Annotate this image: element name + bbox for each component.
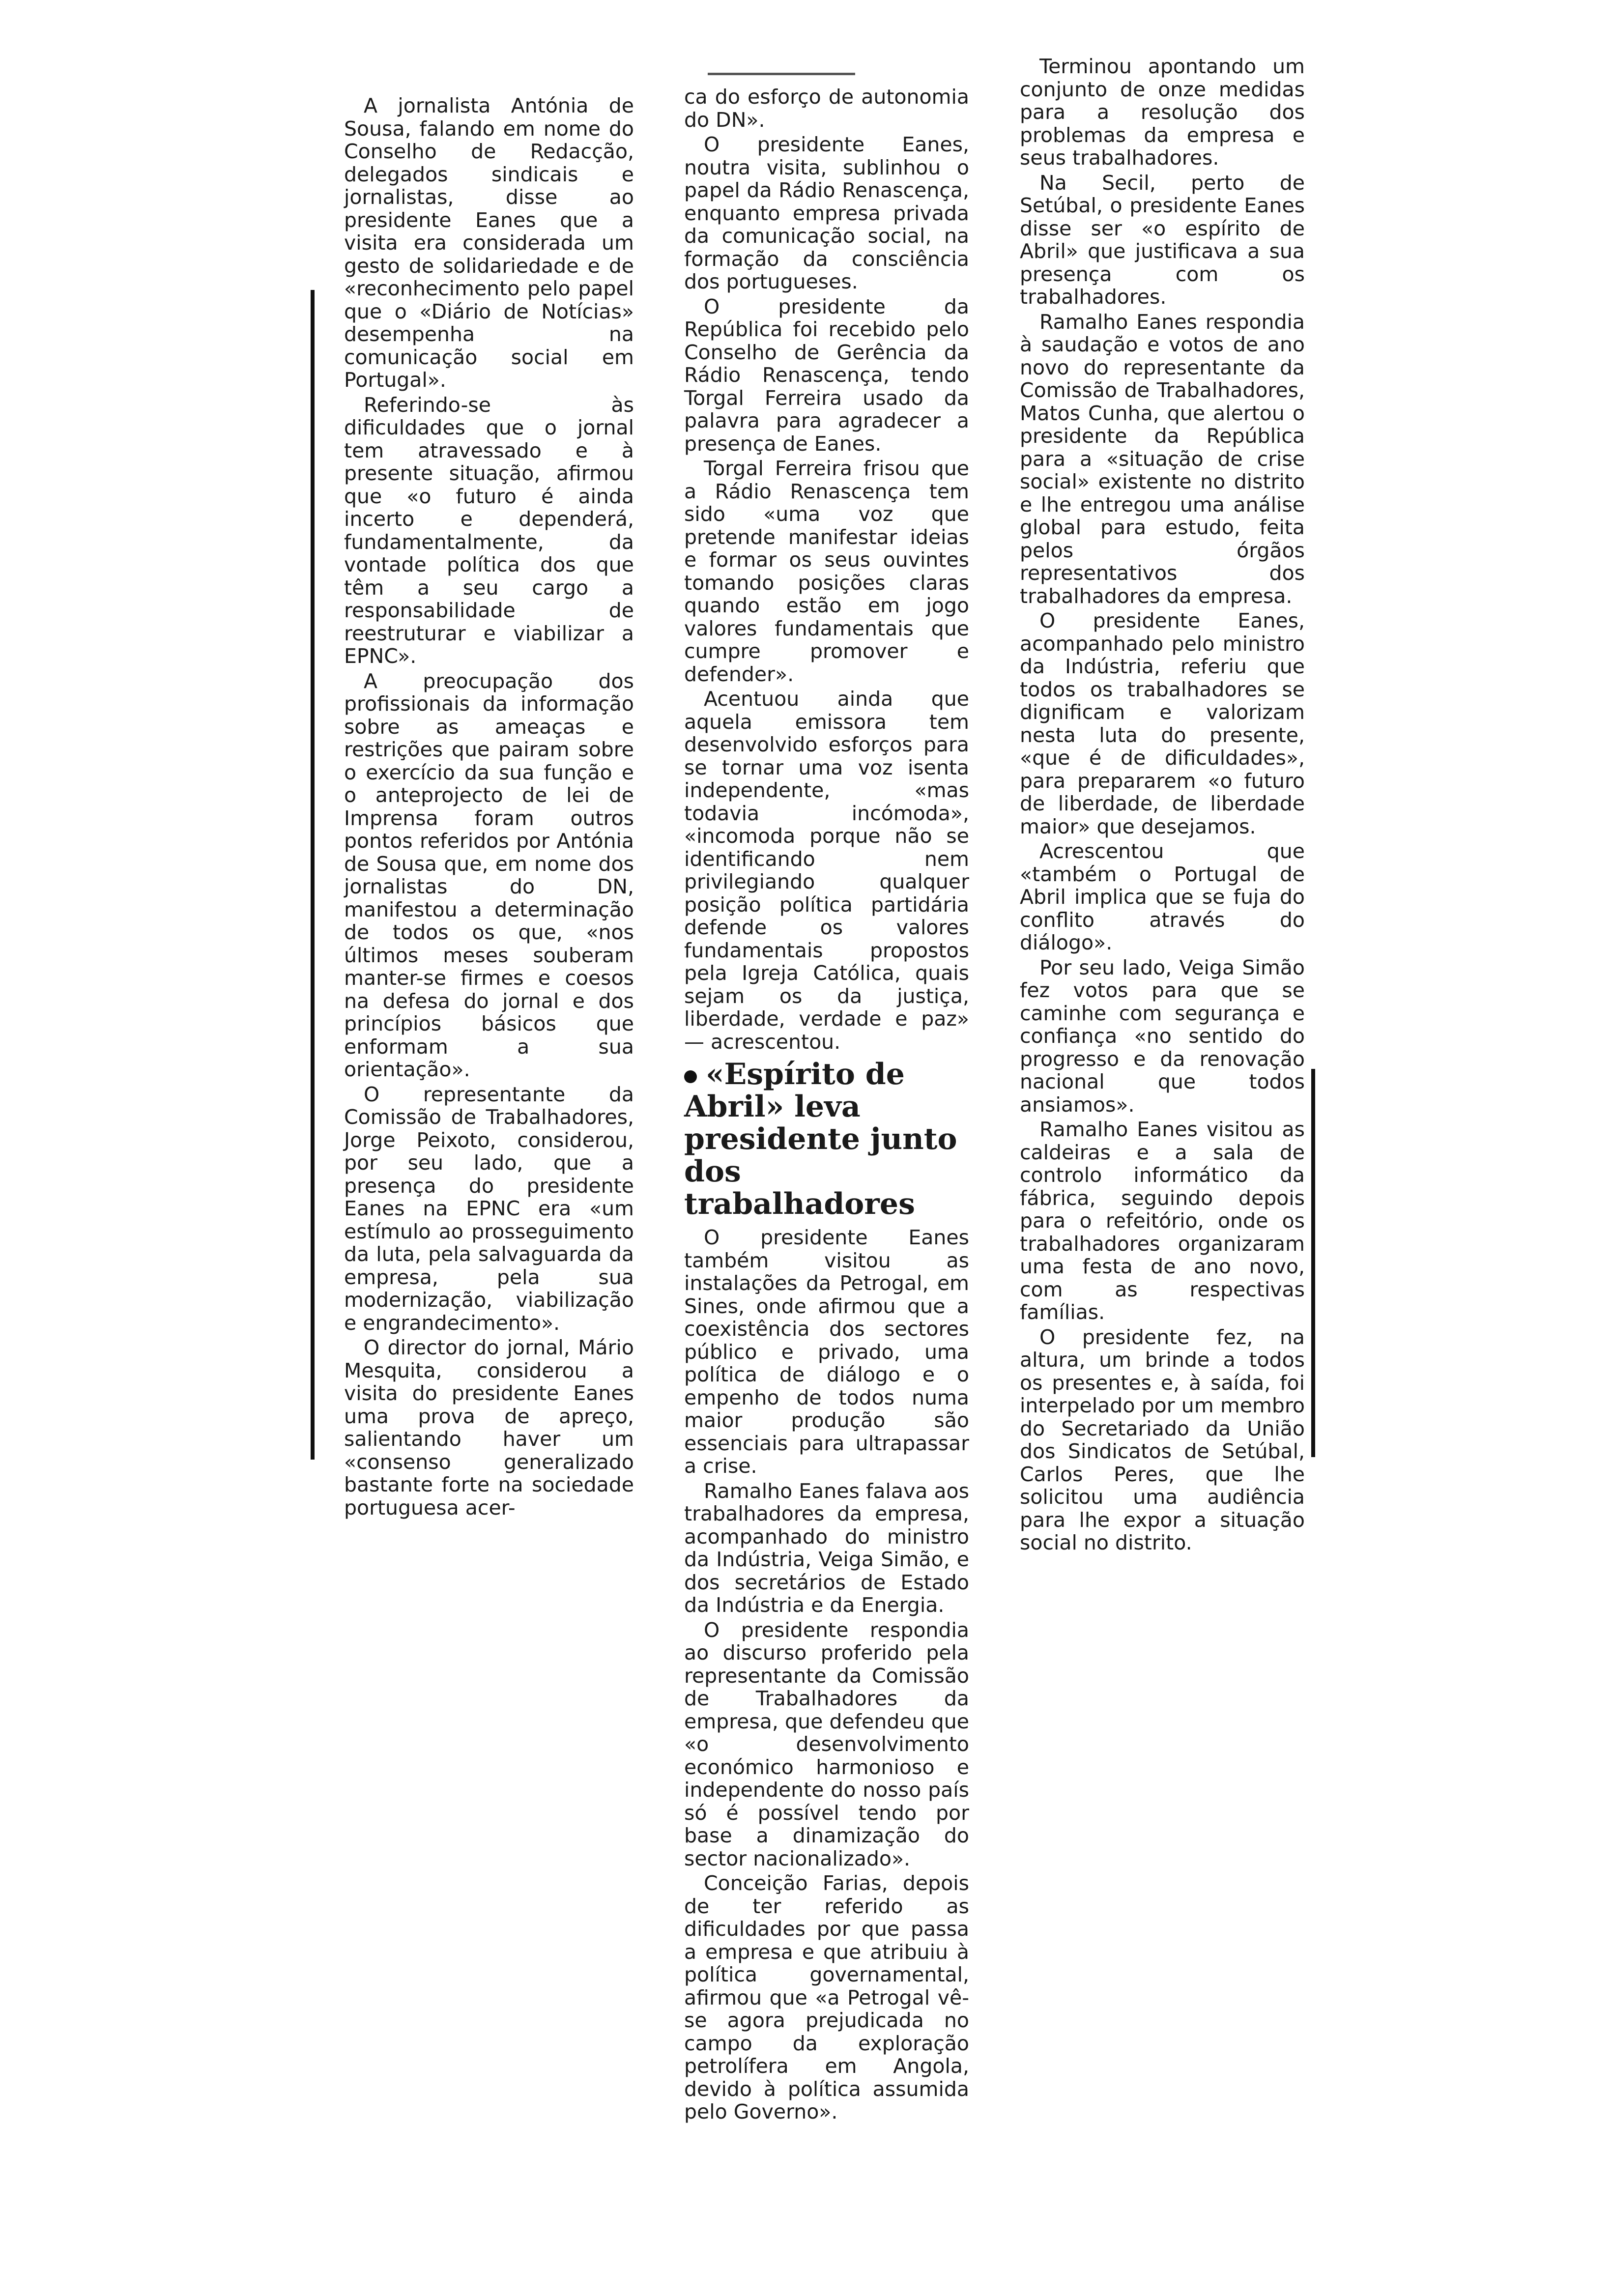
paragraph: ca do esforço de autonomia do DN». xyxy=(684,85,969,132)
paragraph: Conceição Farias, depois de ter referido as dificuldades por que passa a empresa e que atribuiu à política governamental, afirmou que «a Petrogal vê-se agora prejudicada no campo da exploração petrolífera em Angola, devido à política assumida pelo Governo». xyxy=(684,1871,969,2124)
paragraph: O presidente da República foi recebido pelo Conselho de Gerência da Rádio Renascença, tendo Torgal Ferreira usado da palavra para agradecer a presença de Eanes. xyxy=(684,294,969,456)
paragraph: Acentuou ainda que aquela emissora tem desenvolvido esforços para se tornar uma voz isenta independente, «mas todavia incómoda», «incomoda porque não se identificando nem privilegiando qualquer posição política partidária defende os valores fundamentais propostos pela Igreja Católica, quais sejam os da justiça, liberdade, verdade e paz» — acrescentou. xyxy=(684,687,969,1054)
bullet-icon xyxy=(684,1070,697,1083)
paragraph: O director do jornal, Mário Mesquita, considerou a visita do presidente Eanes uma prova de apreço, salientando haver um «consenso generalizado bastante forte na sociedade portuguesa acer- xyxy=(344,1336,634,1520)
paragraph: Torgal Ferreira frisou que a Rádio Renascença tem sido «uma voz que pretende manifestar ideias e formar os seus ouvintes tomando posições claras quando estão em jogo valores fundamentais que cumpre promover e defender». xyxy=(684,457,969,686)
paragraph: A jornalista Antónia de Sousa, falando em nome do Conselho de Redacção, delegados sindicais e jornalistas, disse ao presidente Eanes que a visita era considerada um gesto de solidariedade e de «reconhecimento pelo papel que o «Diário de Notícias» desempenha na comunicação social em Portugal». xyxy=(344,94,634,392)
paragraph: Ramalho Eanes respondia à saudação e votos de ano novo do representante da Comissão de Trabalhadores, Matos Cunha, que alertou o presidente da República para a «situação de crise social» existente no distrito e lhe entregou uma análise global para estudo, feita pelos órgãos representativos dos trabalhadores da empresa. xyxy=(1020,310,1305,608)
paragraph: O presidente respondia ao discurso proferido pela representante da Comissão de Trabalhadores da empresa, que defendeu que «o desenvolvimento económico harmonioso e independente do nosso país só é possível tendo por base a dinamização do sector nacionalizado». xyxy=(684,1618,969,1870)
paragraph: O presidente Eanes também visitou as instalações da Petrogal, em Sines, onde afirmou que a coexistência dos sectores público e privado, uma política de diálogo e o empenho de todos numa maior produção são essenciais para ultrapassar a crise. xyxy=(684,1226,969,1478)
paragraph: Acrescentou que «também o Portugal de Abril implica que se fuja do conflito através do diálogo». xyxy=(1020,839,1305,954)
paragraph: Ramalho Eanes falava aos trabalhadores da empresa, acompanhado do ministro da Indústria, Veiga Simão, e dos secretários de Estado da Indústria e da Energia. xyxy=(684,1479,969,1617)
paragraph: Na Secil, perto de Setúbal, o presidente Eanes disse ser «o espírito de Abril» que justificava a sua presença com os trabalhadores. xyxy=(1020,171,1305,309)
paragraph: Ramalho Eanes visitou as caldeiras e a sala de controlo informático da fábrica, seguindo depois para o refeitório, onde os trabalhadores organizaram uma festa de ano novo, com as respectivas famílias. xyxy=(1020,1118,1305,1324)
section-subheading: «Espírito de Abril» leva presidente junto dos trabalhadores xyxy=(684,1057,957,1221)
paragraph: O presidente fez, na altura, um brinde a todos os presentes e, à saída, foi interpelado por um membro do Secretariado da União dos Sindicatos de Setúbal, Carlos Peres, que lhe solicitou uma audiência para lhe expor a situação social no distrito. xyxy=(1020,1325,1305,1554)
paragraph: A preocupação dos profissionais da informação sobre as ameaças e restrições que pairam sobre o exercício da sua função e o anteprojecto de lei de Imprensa foram outros pontos referidos por Antónia de Sousa que, em nome dos jornalistas do DN, manifestou a determinação de todos os que, «nos últimos meses souberam manter-se firmes e coesos na defesa do jornal e dos princípios básicos que enformam a sua orientação». xyxy=(344,669,634,1081)
article-column-3 xyxy=(1020,55,1305,1556)
right-margin-rule xyxy=(1311,1069,1315,1457)
left-margin-rule xyxy=(311,290,315,1460)
paragraph: O presidente Eanes, noutra visita, sublinhou o papel da Rádio Renascença, enquanto empresa privada da comunicação social, na formação da consciência dos portugueses. xyxy=(684,133,969,293)
paragraph: O presidente Eanes, acompanhado pelo ministro da Indústria, referiu que todos os trabalhadores se dignificam e valorizam nesta luta do presente, «que é de dificuldades», para prepararem «o futuro de liberdade, de liberdade maior» que desejamos. xyxy=(1020,609,1305,838)
article-column-2 xyxy=(684,86,969,2125)
paragraph: Terminou apontando um conjunto de onze medidas para a resolução dos problemas da empresa e seus trabalhadores. xyxy=(1020,55,1305,170)
article-column-1 xyxy=(344,94,634,1521)
top-cut-line xyxy=(708,73,855,75)
paragraph: Por seu lado, Veiga Simão fez votos para que se caminhe com segurança e confiança «no sentido do progresso e da renovação nacional que todos ansiamos». xyxy=(1020,955,1305,1117)
paragraph: O representante da Comissão de Trabalhadores, Jorge Peixoto, considerou, por seu lado, que a presença do presidente Eanes na EPNC era «um estímulo ao prosseguimento da luta, pela salvaguarda da empresa, pela sua modernização, viabilização e engrandecimento». xyxy=(344,1082,634,1335)
paragraph: Referindo-se às dificuldades que o jornal tem atravessado e à presente situação, afirmou que «o futuro é ainda incerto e dependerá, fundamentalmente, da vontade política dos que têm a seu cargo a responsabilidade de reestruturar e viabilizar a EPNC». xyxy=(344,393,634,668)
